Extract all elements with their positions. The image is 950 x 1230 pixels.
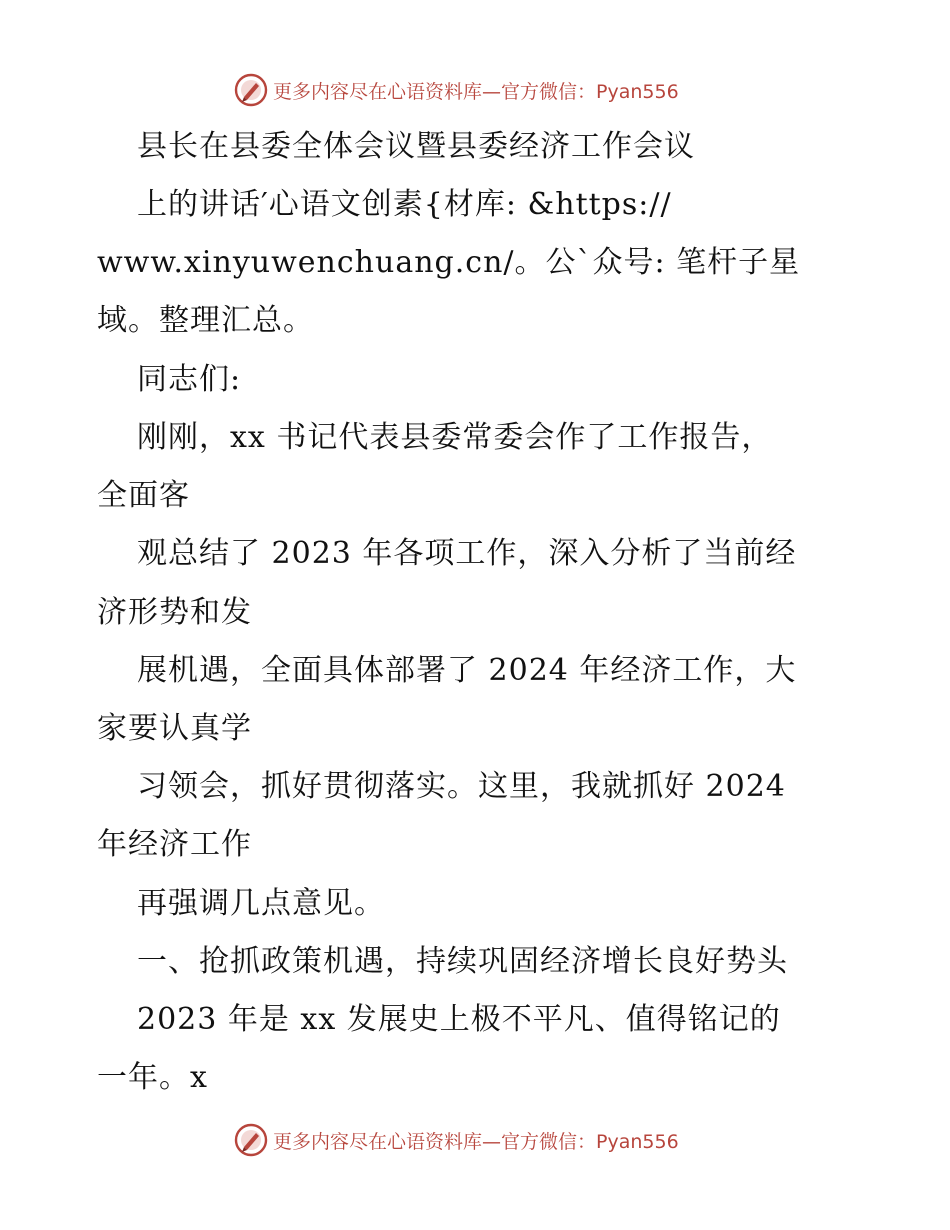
paragraph-line: 习领会，抓好贯彻落实。这里，我就抓好 2024 [137,769,786,804]
pen-logo-icon [234,1123,268,1157]
paragraph-line: 观总结了 2023 年各项工作，深入分析了当前经 [137,536,797,571]
paragraph-line: 展机遇，全面具体部署了 2024 年经济工作，大 [137,653,797,688]
paragraph-line: 济形势和发 [97,595,252,630]
pen-logo-icon [234,73,268,107]
header-banner-text: 更多内容尽在心语资料库—官方微信：Pyan556 [273,80,679,103]
title-line-4: 域。整理汇总。 [97,303,314,338]
header-banner[interactable] [234,73,679,107]
footer-banner-text: 更多内容尽在心语资料库—官方微信：Pyan556 [273,1130,679,1153]
footer-banner[interactable] [234,1123,679,1157]
paragraph-line: 2023 年是 xx 发展史上极不平凡、值得铭记的 [137,1002,781,1037]
salutation-line: 同志们: [137,362,242,397]
paragraph-line: 家要认真学 [97,711,252,746]
paragraph-line: 刚刚，xx 书记代表县委常委会作了工作报告， [137,420,773,455]
title-line-2: 上的讲话′心语文创素{材库: &https:// [137,187,672,222]
paragraph-line: 全面客 [97,478,190,513]
paragraph-line: 再强调几点意见。 [137,886,385,921]
paragraph-line: 一年。x [97,1060,208,1095]
paragraph-line: 年经济工作 [97,827,252,862]
title-line-3: www.xinyuwenchuang.cn/。公`众号: 笔杆子星 [97,245,801,280]
section-heading-1: 一、抢抓政策机遇，持续巩固经济增长良好势头 [137,944,788,979]
title-line-1: 县长在县委全体会议暨县委经济工作会议 [137,129,695,164]
